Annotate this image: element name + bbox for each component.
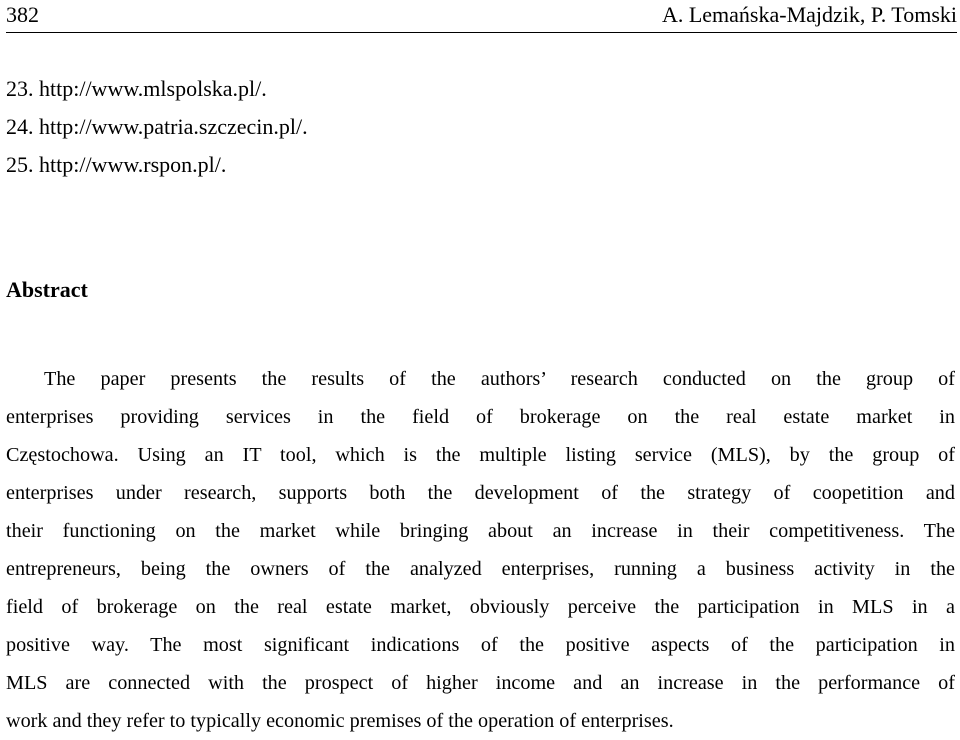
abstract-line: their functioning on the market while bringing about an increase in their competitiveness. The — [6, 520, 955, 542]
abstract-line: enterprises under research, supports both the development of the strategy of coopetition and — [6, 482, 955, 504]
page-number: 382 — [6, 2, 39, 27]
running-title-authors: A. Lemańska-Majdzik, P. Tomski — [661, 2, 957, 27]
running-header — [6, 2, 957, 33]
reference-item-23: 23. http://www.mlspolska.pl/. — [6, 76, 267, 101]
abstract-line: field of brokerage on the real estate market, obviously perceive the participation in MLS in a — [6, 596, 955, 618]
reference-item-24: 24. http://www.patria.szczecin.pl/. — [6, 114, 308, 139]
abstract-line: The paper presents the results of the authors’ research conducted on the group of — [44, 368, 955, 390]
abstract-line: work and they refer to typically economic premises of the operation of enterprises. — [6, 710, 674, 732]
reference-item-25: 25. http://www.rspon.pl/. — [6, 152, 227, 177]
abstract-heading: Abstract — [6, 277, 88, 302]
abstract-line: Częstochowa. Using an IT tool, which is the multiple listing service (MLS), by the group of — [6, 444, 955, 466]
reference-list — [6, 70, 308, 184]
abstract-line: entrepreneurs, being the owners of the analyzed enterprises, running a business activity in the — [6, 558, 955, 580]
abstract-line: enterprises providing services in the field of brokerage on the real estate market in — [6, 406, 955, 428]
abstract-body — [6, 360, 955, 740]
abstract-line: MLS are connected with the prospect of higher income and an increase in the performance of — [6, 672, 955, 694]
abstract-line: positive way. The most significant indications of the positive aspects of the participation in — [6, 634, 955, 656]
